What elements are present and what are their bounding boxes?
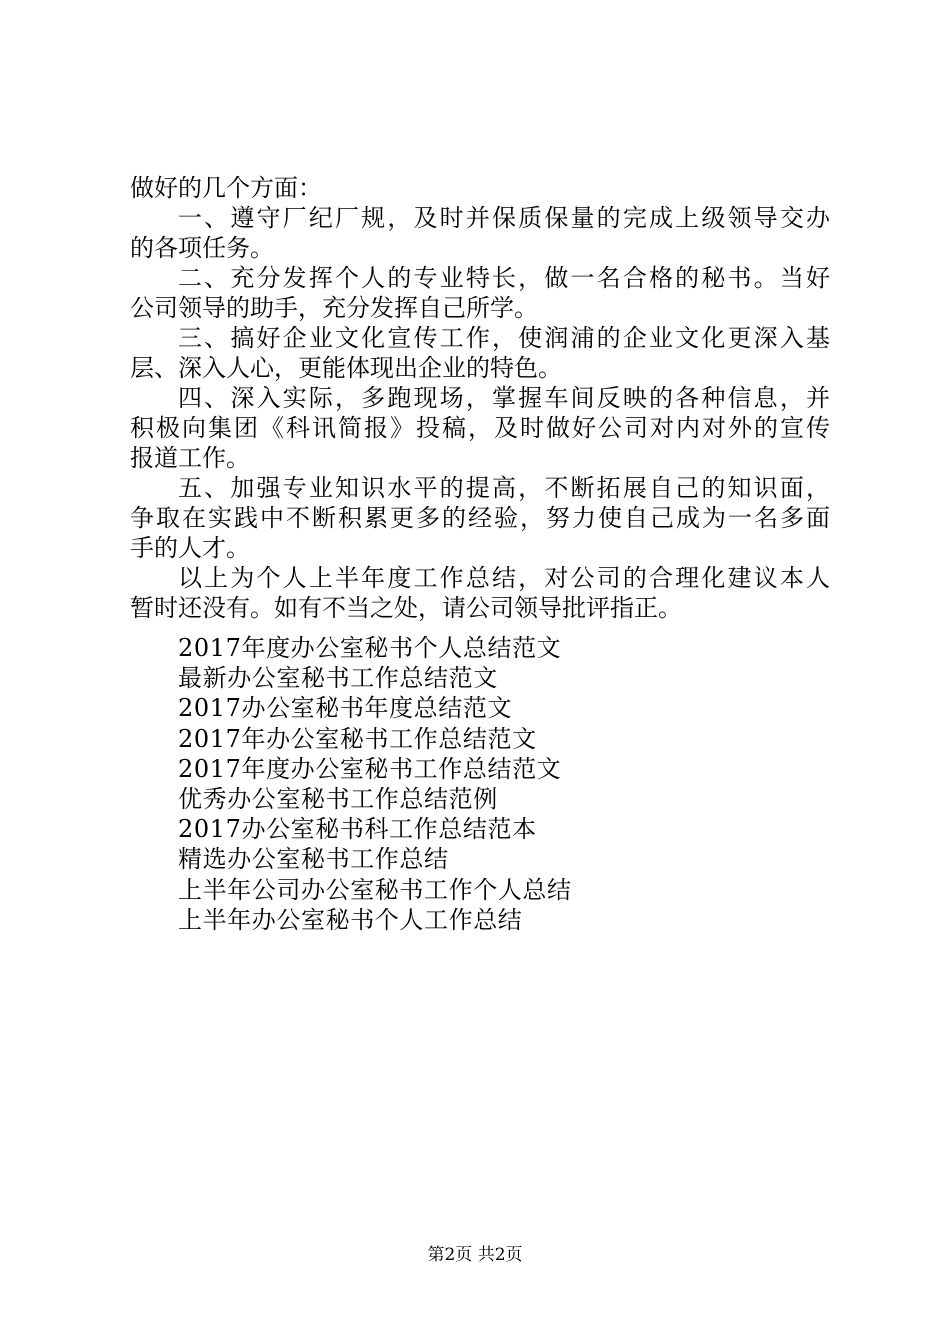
paragraph-line: 手的人才。 bbox=[130, 534, 250, 562]
related-link[interactable]: 优秀办公室秘书工作总结范例 bbox=[178, 784, 498, 813]
paragraph-line: 暂时还没有。如有不当之处，请公司领导批评指正。 bbox=[130, 594, 682, 622]
page-number-footer: 第2页 共2页 bbox=[427, 1245, 523, 1265]
paragraph-line: 公司领导的助手，充分发挥自己所学。 bbox=[130, 294, 538, 322]
related-link[interactable]: 最新办公室秘书工作总结范文 bbox=[178, 664, 498, 693]
paragraph-line: 积极向集团《科讯简报》投稿，及时做好公司对内对外的宣传 bbox=[130, 414, 830, 442]
related-link[interactable]: 2017年度办公室秘书工作总结范文 bbox=[178, 754, 562, 783]
paragraph-line: 三、搞好企业文化宣传工作，使润浦的企业文化更深入基 bbox=[178, 324, 830, 352]
related-link[interactable]: 精选办公室秘书工作总结 bbox=[178, 845, 449, 874]
document-body bbox=[130, 173, 830, 623]
paragraph-line: 五、加强专业知识水平的提高，不断拓展自己的知识面， bbox=[178, 474, 830, 502]
paragraph-line: 做好的几个方面： bbox=[130, 174, 322, 202]
paragraph-line: 以上为个人上半年度工作总结，对公司的合理化建议本人 bbox=[178, 564, 830, 592]
paragraph-line: 报道工作。 bbox=[130, 444, 250, 472]
related-link[interactable]: 2017年度办公室秘书个人总结范文 bbox=[178, 634, 562, 662]
related-links-list bbox=[178, 633, 572, 935]
related-link[interactable]: 2017办公室秘书年度总结范文 bbox=[178, 694, 513, 723]
paragraph-line: 二、充分发挥个人的专业特长，做一名合格的秘书。当好 bbox=[178, 264, 830, 292]
paragraph-line: 四、深入实际，多跑现场，掌握车间反映的各种信息，并 bbox=[178, 384, 830, 412]
related-link[interactable]: 2017办公室秘书科工作总结范本 bbox=[178, 815, 537, 844]
paragraph-line: 的各项任务。 bbox=[130, 234, 274, 262]
related-link[interactable]: 上半年办公室秘书个人工作总结 bbox=[178, 905, 523, 934]
paragraph-line: 一、遵守厂纪厂规，及时并保质保量的完成上级领导交办 bbox=[178, 204, 830, 232]
related-link[interactable]: 上半年公司办公室秘书工作个人总结 bbox=[178, 875, 572, 904]
related-link[interactable]: 2017年办公室秘书工作总结范文 bbox=[178, 724, 537, 753]
paragraph-line: 层、深入人心，更能体现出企业的特色。 bbox=[130, 354, 562, 382]
paragraph-line: 争取在实践中不断积累更多的经验，努力使自己成为一名多面 bbox=[130, 504, 830, 532]
